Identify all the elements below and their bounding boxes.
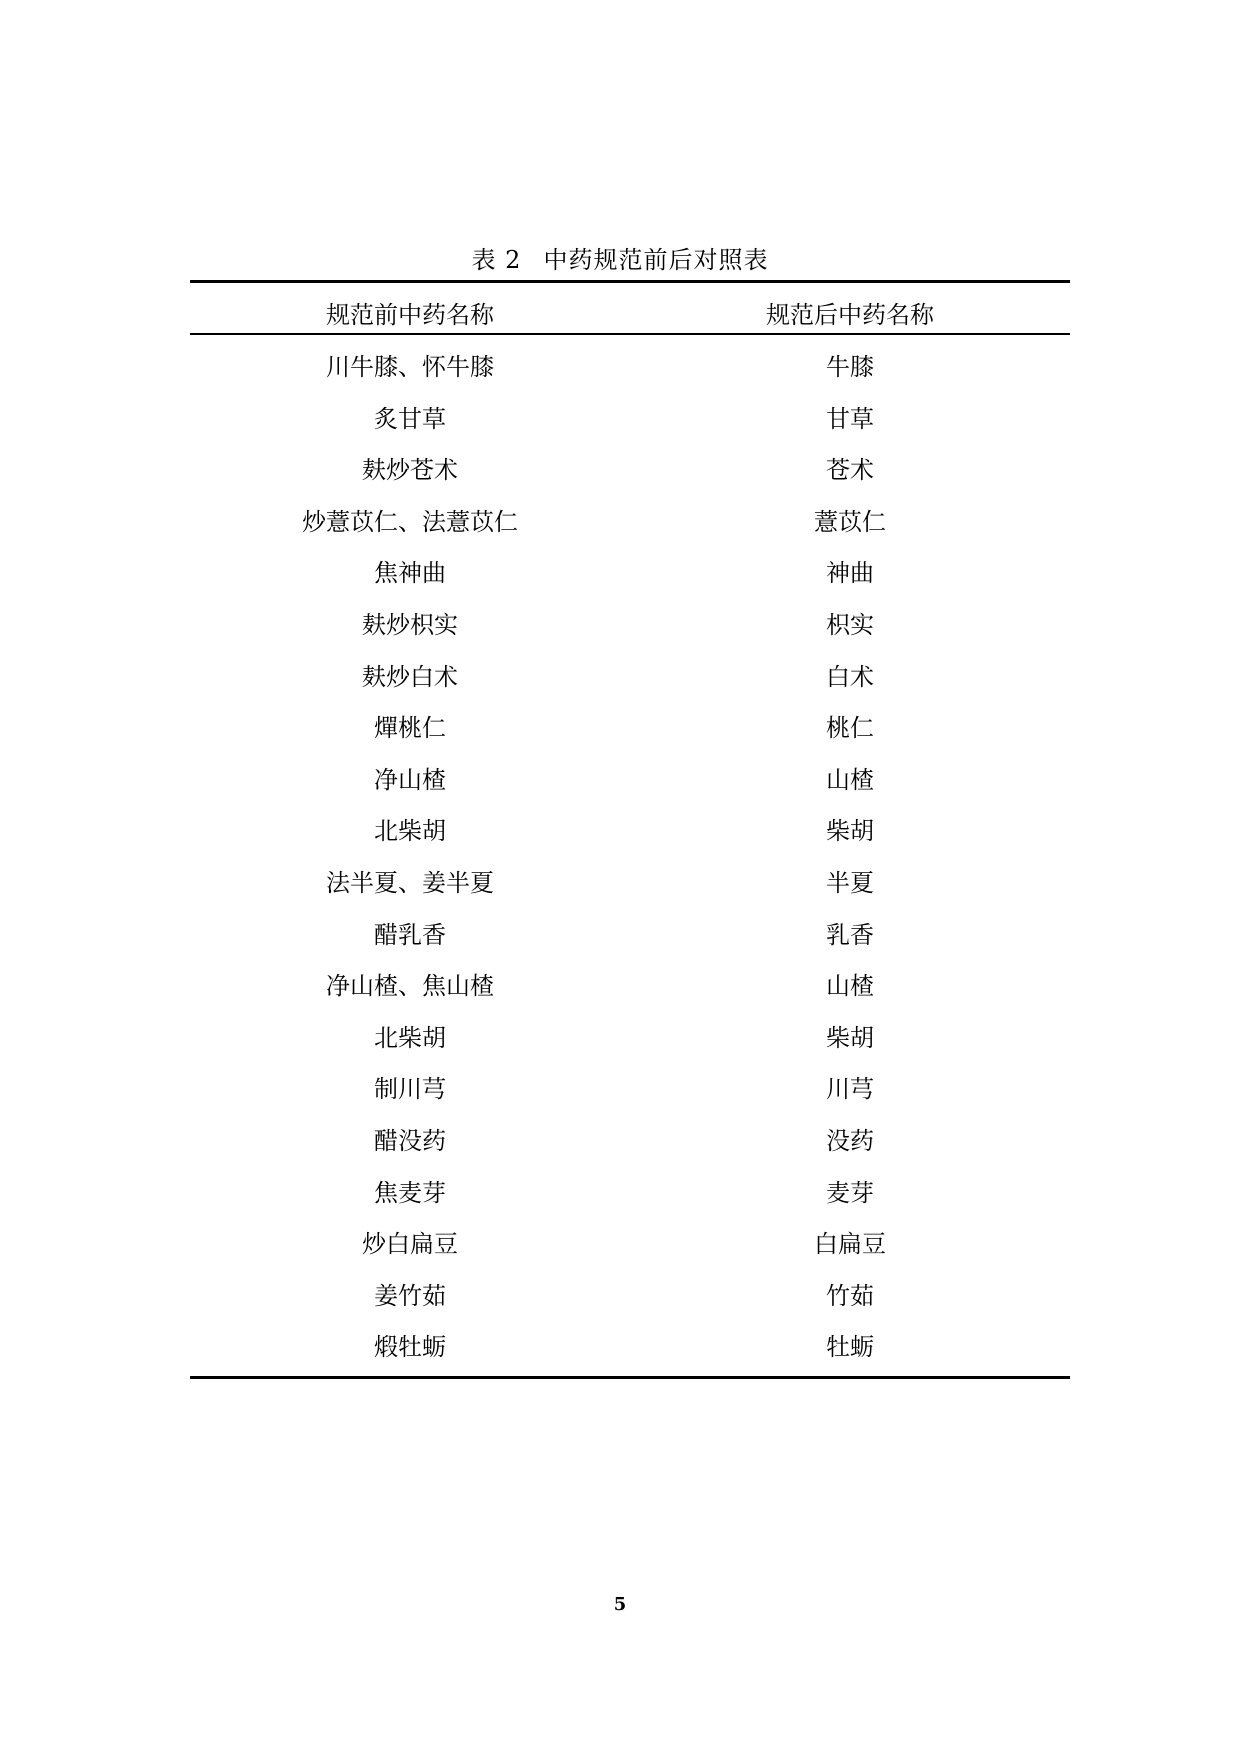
cell-after: 甘草 xyxy=(826,404,874,433)
cell-after: 神曲 xyxy=(826,559,874,588)
cell-before: 北柴胡 xyxy=(374,1023,446,1052)
table-top-rule xyxy=(190,280,1070,283)
cell-after: 白扁豆 xyxy=(814,1230,886,1259)
cell-after: 半夏 xyxy=(826,868,874,897)
cell-after: 薏苡仁 xyxy=(814,507,886,536)
table-row xyxy=(190,1175,1070,1227)
table-row xyxy=(190,1278,1070,1330)
table-row xyxy=(190,555,1070,607)
cell-before: 醋乳香 xyxy=(374,920,446,949)
cell-after: 山楂 xyxy=(826,765,874,794)
cell-after: 苍术 xyxy=(826,456,874,485)
cell-after: 牛膝 xyxy=(826,353,874,381)
cell-after: 没药 xyxy=(826,1126,874,1155)
cell-after: 山楂 xyxy=(826,972,874,1001)
table-row xyxy=(190,813,1070,865)
cell-before: 麸炒苍术 xyxy=(362,456,458,485)
cell-before: 燀桃仁 xyxy=(374,714,446,743)
cell-before: 炒薏苡仁、法薏苡仁 xyxy=(302,507,518,536)
cell-after: 竹茹 xyxy=(826,1281,874,1310)
table-row xyxy=(190,504,1070,556)
cell-before: 煅牡蛎 xyxy=(374,1333,446,1362)
cell-after: 柴胡 xyxy=(826,817,874,846)
table-row xyxy=(190,1329,1070,1381)
cell-after: 柴胡 xyxy=(826,1023,874,1052)
table-row xyxy=(190,401,1070,453)
table-row xyxy=(190,865,1070,917)
table-caption-number: 表 2 xyxy=(471,246,522,274)
table-header-before: 规范前中药名称 xyxy=(326,301,494,329)
cell-before: 醋没药 xyxy=(374,1126,446,1155)
table-header-after: 规范后中药名称 xyxy=(766,301,934,329)
cell-before: 炙甘草 xyxy=(374,404,446,433)
table-row xyxy=(190,1226,1070,1278)
table-row xyxy=(190,762,1070,814)
table-body xyxy=(190,349,1070,1381)
table-row xyxy=(190,1071,1070,1123)
cell-before: 净山楂 xyxy=(374,765,446,794)
cell-after: 桃仁 xyxy=(826,714,874,743)
cell-before: 北柴胡 xyxy=(374,817,446,846)
cell-before: 姜竹茹 xyxy=(374,1281,446,1310)
cell-after: 白术 xyxy=(826,662,874,691)
cell-before: 焦麦芽 xyxy=(374,1178,446,1207)
table-row xyxy=(190,710,1070,762)
table-row xyxy=(190,659,1070,711)
table-row xyxy=(190,452,1070,504)
cell-after: 麦芽 xyxy=(826,1178,874,1207)
cell-before: 麸炒枳实 xyxy=(362,610,458,639)
table-row xyxy=(190,349,1070,401)
page-number: 5 xyxy=(613,1594,627,1615)
cell-before: 焦神曲 xyxy=(374,559,446,588)
table-caption xyxy=(0,245,1240,275)
cell-before: 麸炒白术 xyxy=(362,662,458,691)
table-row xyxy=(190,1020,1070,1072)
table-row xyxy=(190,1123,1070,1175)
cell-before: 制川芎 xyxy=(374,1075,446,1104)
table-bottom-rule xyxy=(190,1376,1070,1379)
table-row xyxy=(190,968,1070,1020)
cell-before: 川牛膝、怀牛膝 xyxy=(326,353,494,381)
cell-after: 牡蛎 xyxy=(826,1333,874,1362)
cell-after: 川芎 xyxy=(826,1075,874,1104)
cell-after: 乳香 xyxy=(826,920,874,949)
table-caption-title: 中药规范前后对照表 xyxy=(543,246,769,274)
cell-before: 法半夏、姜半夏 xyxy=(326,868,494,897)
cell-before: 净山楂、焦山楂 xyxy=(326,972,494,1001)
table-header-row xyxy=(190,298,1070,332)
table-header-rule xyxy=(190,333,1070,335)
cell-after: 枳实 xyxy=(826,610,874,639)
cell-before: 炒白扁豆 xyxy=(362,1230,458,1259)
table-row xyxy=(190,917,1070,969)
table-row xyxy=(190,607,1070,659)
